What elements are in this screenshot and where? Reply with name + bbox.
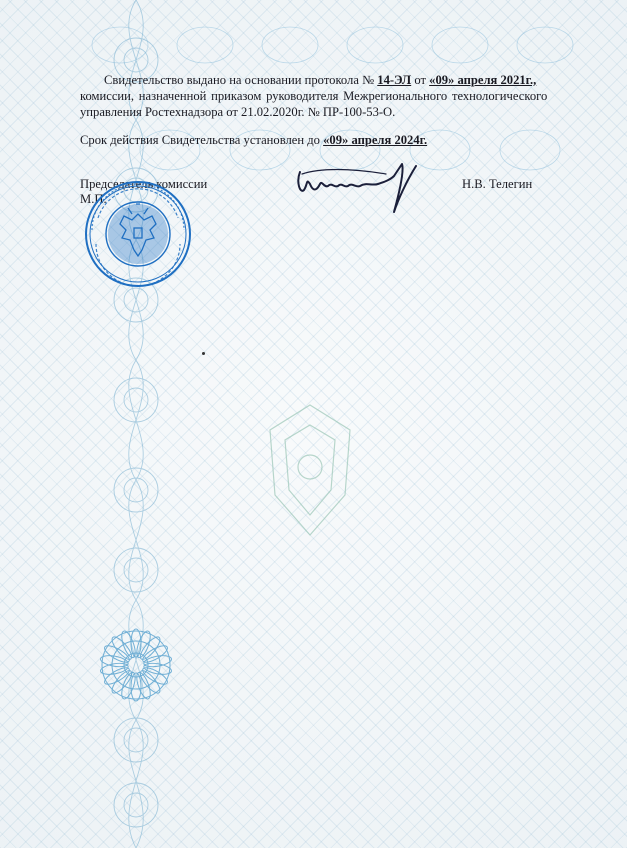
validity-text: Срок действия Свидетельства установлен до <box>80 133 320 147</box>
para1-line1 <box>104 72 536 88</box>
watermark-emblem-icon <box>255 395 365 545</box>
valid-until-date: «09» апреля 2024г. <box>323 133 428 147</box>
from-word: от <box>414 73 426 87</box>
protocol-number: 14-ЭЛ <box>377 73 412 87</box>
protocol-date: «09» апреля 2021г., <box>429 73 537 87</box>
para2-validity <box>80 132 427 148</box>
seal-place-label: М.П. <box>80 192 107 206</box>
chairman-label: Председатель комиссии <box>80 177 208 191</box>
para1-line3: управления Ростехнадзора от 21.02.2020г. № ПР-100-53-О. <box>80 105 396 119</box>
para1-intro-text: Свидетельство выдано на основании протокола № <box>104 73 375 87</box>
handwritten-signature-icon <box>290 160 420 220</box>
official-seal-icon <box>76 178 200 290</box>
para1-line2: комиссии, назначенной приказом руководителя Межрегионального технологического <box>80 89 548 103</box>
ink-speck <box>202 352 205 355</box>
guilloche-vertical-band <box>76 0 206 848</box>
signatory-name: Н.В. Телегин <box>462 177 533 191</box>
